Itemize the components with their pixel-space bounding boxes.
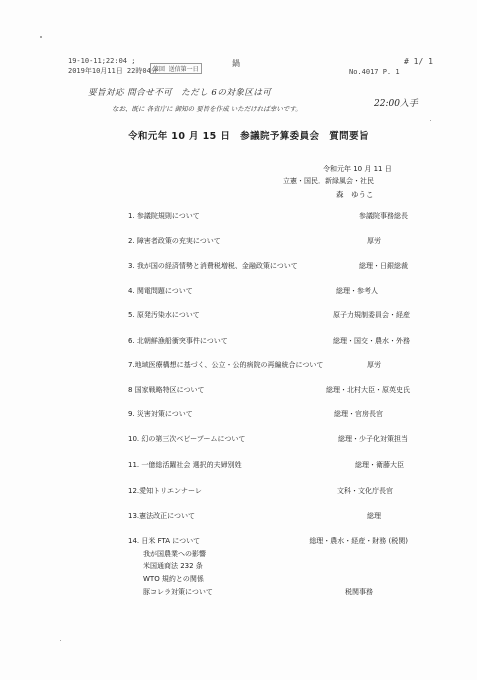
item-label: 7.地域医療構想に基づく、公立・公的病院の再編統合について xyxy=(128,361,324,369)
list-item xyxy=(0,211,477,221)
list-item xyxy=(0,236,477,246)
item-responder: 厚労 xyxy=(367,237,381,245)
item-label: 8 国家戦略特区について xyxy=(128,386,205,394)
item-responder: 総理・日銀総裁 xyxy=(359,262,408,270)
sub-item-responder: 税関事務 xyxy=(345,588,373,596)
item-responder: 総理・農水・経産・財務 (税関) xyxy=(309,537,408,545)
item-responder: 原子力規制委員会・経産 xyxy=(333,311,410,319)
list-item xyxy=(0,460,477,470)
fax-number: No.4017 P. 1 xyxy=(349,68,400,76)
fax-page-count: # 1/ 1 xyxy=(404,57,433,66)
list-item xyxy=(0,434,477,444)
sub-item-label: WTO 規約との関係 xyxy=(143,575,204,583)
scan-speck xyxy=(430,120,431,121)
list-item xyxy=(0,511,477,521)
fax-timestamp-short: 19-10-11;22:04 ; xyxy=(68,57,136,65)
item-responder: 総理・北村大臣・原英史氏 xyxy=(326,386,410,394)
list-item xyxy=(0,486,477,496)
item-label: 5. 原発汚染水について xyxy=(128,311,200,319)
item-label: 14. 日米 FTA について xyxy=(128,537,201,545)
item-responder: 総理 xyxy=(367,512,381,520)
item-label: 10. 幻の第三次ベビーブームについて xyxy=(128,435,246,443)
document-title: 令和元年 10 月 15 日 参議院予算委員会 質問要旨 xyxy=(128,131,369,142)
submission-date: 令和元年 10 月 11 日 xyxy=(323,165,392,173)
list-item xyxy=(0,536,477,546)
list-item xyxy=(0,310,477,320)
item-label: 13.憲法改正について xyxy=(128,512,195,520)
sub-item-label: 米国通商法 232 条 xyxy=(143,562,203,570)
item-label: 3. 我が国の経済情勢と消費税増税、金融政策について xyxy=(128,262,298,270)
item-responder: 文科・文化庁長官 xyxy=(337,487,393,495)
item-label: 11. 一億総活躍社会 選択的夫婦別姓 xyxy=(128,461,242,469)
fax-stamp: 第回 送信第一日 xyxy=(150,63,202,74)
fax-mid-mark: 鍋 xyxy=(232,59,240,68)
sub-item-label: 我が国農業への影響 xyxy=(143,550,206,558)
item-responder: 総理・衛藤大臣 xyxy=(355,461,404,469)
item-responder: 参議院事務総長 xyxy=(359,212,408,220)
scan-speck xyxy=(40,36,42,38)
list-item xyxy=(0,409,477,419)
list-item xyxy=(0,360,477,370)
item-label: 9. 災害対策について xyxy=(128,410,193,418)
item-responder: 総理・官房長官 xyxy=(334,410,383,418)
item-label: 4. 関電問題について xyxy=(128,287,193,295)
handwritten-note-line2: なお、既に 各省庁に 御知の 要旨を作成 いただければ幸いです。 xyxy=(112,105,302,113)
handwritten-note-line1: 要旨対応 問合せ不可 ただし 6の対象区は可 xyxy=(88,88,272,98)
item-label: 1. 参議院規則について xyxy=(128,212,200,220)
item-responder: 総理・少子化対策担当 xyxy=(338,435,408,443)
submission-party: 立憲・国民．新緑風会・社民 xyxy=(283,177,374,185)
item-responder: 厚労 xyxy=(367,361,381,369)
item-label: 12.愛知トリエンナーレ xyxy=(128,487,202,495)
handwritten-received-time: 22:00入手 xyxy=(374,99,418,109)
fax-timestamp-long: 2019年10月11日 22時04分 xyxy=(68,67,158,75)
submission-name: 森 ゆうこ xyxy=(336,190,374,199)
item-responder: 総理・国交・農水・外務 xyxy=(333,337,410,345)
sub-item-label: 豚コレラ対策について xyxy=(143,588,213,596)
item-responder: 総理・参考人 xyxy=(336,287,378,295)
item-label: 2. 障害者政策の充実について xyxy=(128,237,221,245)
item-label: 6. 北朝鮮漁船衝突事件について xyxy=(128,337,228,345)
list-item xyxy=(0,261,477,271)
list-item xyxy=(0,286,477,296)
scan-speck xyxy=(60,640,61,641)
list-item xyxy=(0,336,477,346)
list-item xyxy=(0,385,477,395)
